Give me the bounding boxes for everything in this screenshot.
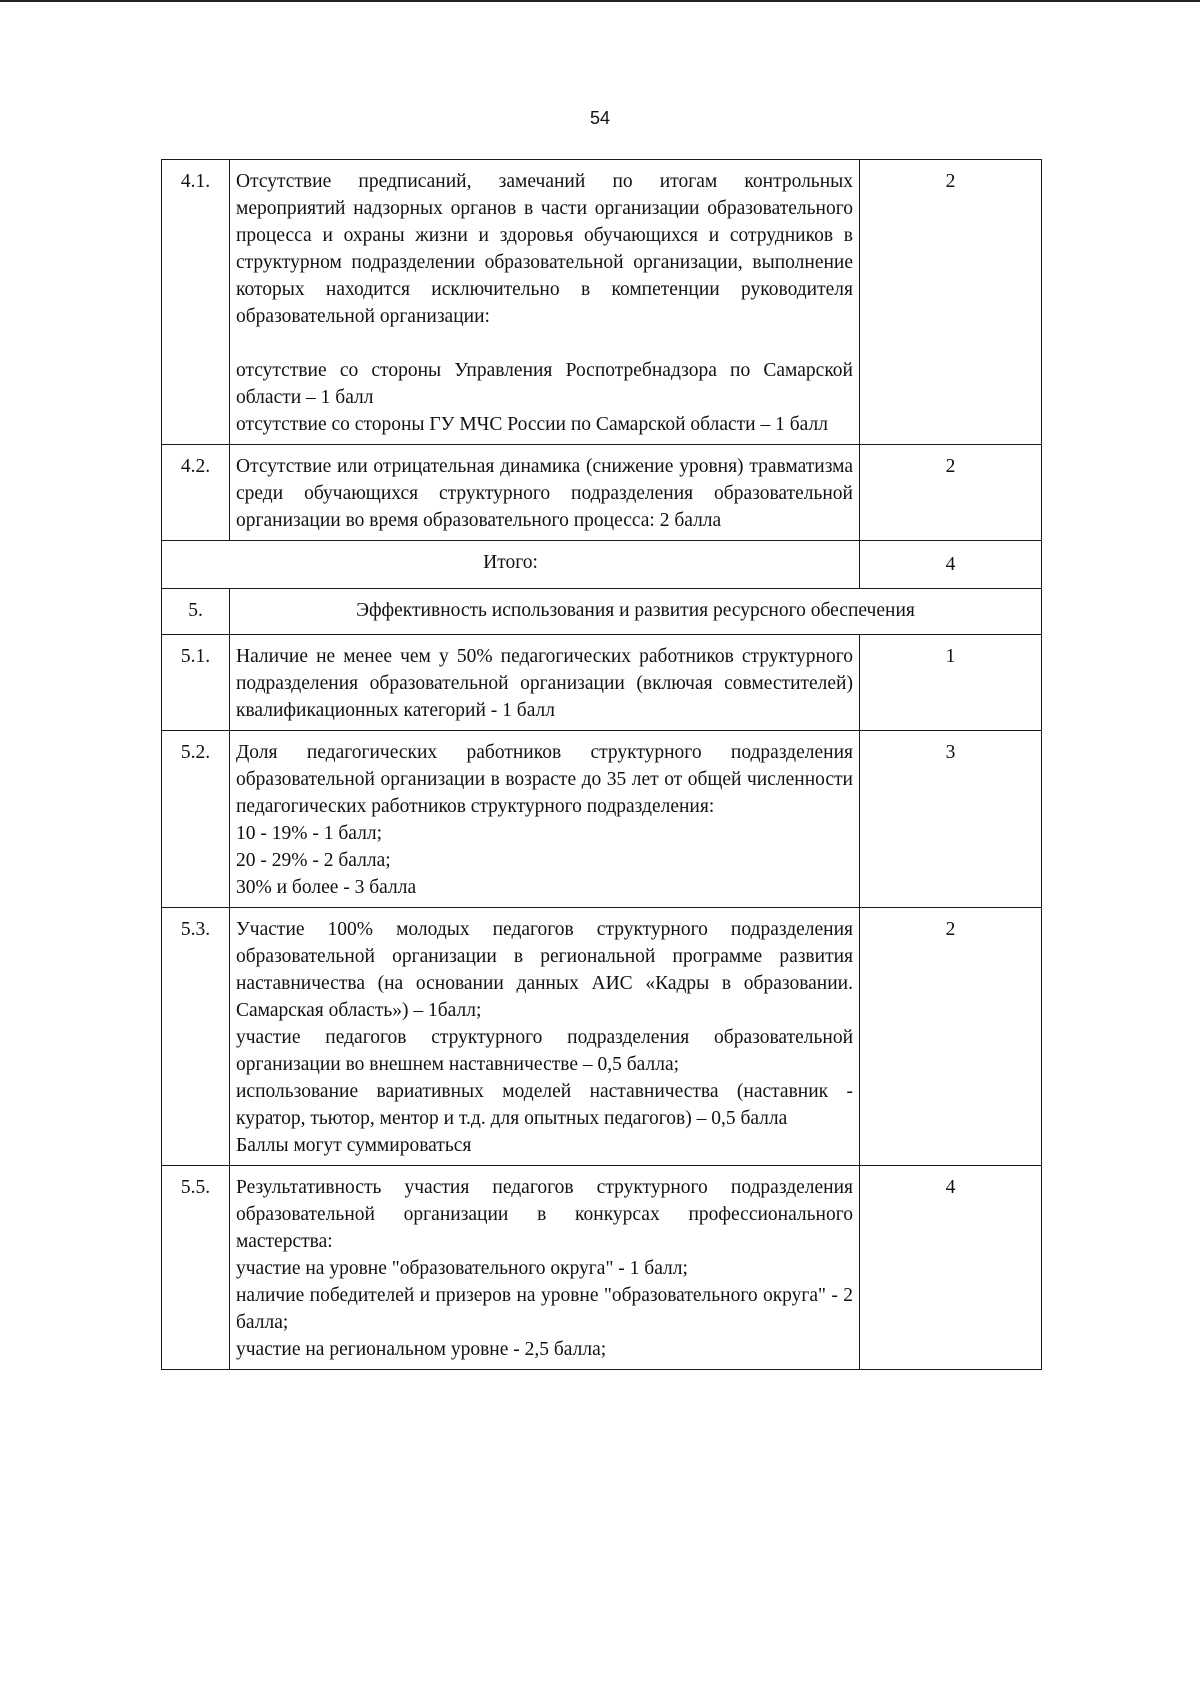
description-paragraph: отсутствие со стороны ГУ МЧС России по Самарской области – 1 балл	[236, 414, 828, 435]
top-border-line	[0, 0, 1200, 2]
row-description	[230, 160, 860, 445]
row-number: 5.1.	[162, 635, 230, 731]
description-paragraph: Отсутствие или отрицательная динамика (снижение уровня) травматизма среди обучающихся структурного подразделения образовательной организации во время образовательного процесса: 2 балла	[236, 456, 853, 531]
description-paragraph: Наличие не менее чем у 50% педагогических работников структурного подразделения образовательной организации (включая совместителей) квалификационных категорий - 1 балл	[236, 646, 853, 721]
description-paragraph: Баллы могут суммироваться	[236, 1135, 472, 1156]
row-number: 4.2.	[162, 445, 230, 541]
description-paragraph: 30% и более - 3 балла	[236, 877, 417, 898]
table-row	[162, 445, 1042, 541]
description-paragraph: Отсутствие предписаний, замечаний по итогам контрольных мероприятий надзорных органов в части организации образовательного процесса и охраны жизни и здоровья обучающихся и сотрудников в структурном подразделении образовательной организации, выполнение которых находится исключительно в компетенции руководителя образовательной организации:	[236, 171, 853, 327]
description-paragraph: Результативность участия педагогов структурного подразделения образовательной организации в конкурсах профессионального мастерства:	[236, 1177, 853, 1252]
description-paragraph: участие педагогов структурного подразделения образовательной организации во внешнем наставничестве – 0,5 балла;	[236, 1027, 853, 1075]
row-description	[230, 635, 860, 731]
section-number: 5.	[162, 589, 230, 635]
description-paragraph: участие на региональном уровне - 2,5 балла;	[236, 1339, 607, 1360]
row-score: 3	[860, 731, 1042, 908]
table-row	[162, 731, 1042, 908]
description-paragraph: использование вариативных моделей наставничества (наставник - куратор, тьютор, ментор и т.д. для опытных педагогов) – 0,5 балла	[236, 1081, 853, 1129]
row-number: 5.3.	[162, 908, 230, 1166]
description-paragraph: 20 - 29% - 2 балла;	[236, 850, 391, 871]
table-row	[162, 635, 1042, 731]
row-description	[230, 908, 860, 1166]
row-score: 2	[860, 445, 1042, 541]
section-row	[162, 589, 1042, 635]
criteria-table	[161, 159, 1042, 1370]
table-row	[162, 1166, 1042, 1370]
table-row	[162, 160, 1042, 445]
row-number: 4.1.	[162, 160, 230, 445]
description-paragraph: Участие 100% молодых педагогов структурного подразделения образовательной организации в региональной программе развития наставничества (на основании данных АИС «Кадры в образовании. Самарская область») – 1балл;	[236, 919, 853, 1021]
description-paragraph: 10 - 19% - 1 балл;	[236, 823, 382, 844]
table-row	[162, 908, 1042, 1166]
row-score: 1	[860, 635, 1042, 731]
row-number: 5.2.	[162, 731, 230, 908]
row-description	[230, 445, 860, 541]
page-number: 54	[589, 108, 611, 128]
row-score: 4	[860, 1166, 1042, 1370]
row-description	[230, 731, 860, 908]
row-description	[230, 1166, 860, 1370]
total-label: Итого:	[162, 541, 860, 589]
row-score: 2	[860, 160, 1042, 445]
row-score: 2	[860, 908, 1042, 1166]
description-paragraph: участие на уровне "образовательного округа" - 1 балл;	[236, 1258, 688, 1279]
total-row	[162, 541, 1042, 589]
description-paragraph: Доля педагогических работников структурного подразделения образовательной организации в возрасте до 35 лет от общей численности педагогических работников структурного подразделения:	[236, 742, 853, 817]
total-score: 4	[860, 541, 1042, 589]
row-number: 5.5.	[162, 1166, 230, 1370]
description-paragraph: отсутствие со стороны Управления Роспотребнадзора по Самарской области – 1 балл	[236, 360, 853, 408]
section-title: Эффективность использования и развития ресурсного обеспечения	[230, 589, 1042, 635]
description-paragraph: наличие победителей и призеров на уровне "образовательного округа" - 2 балла;	[236, 1285, 853, 1333]
